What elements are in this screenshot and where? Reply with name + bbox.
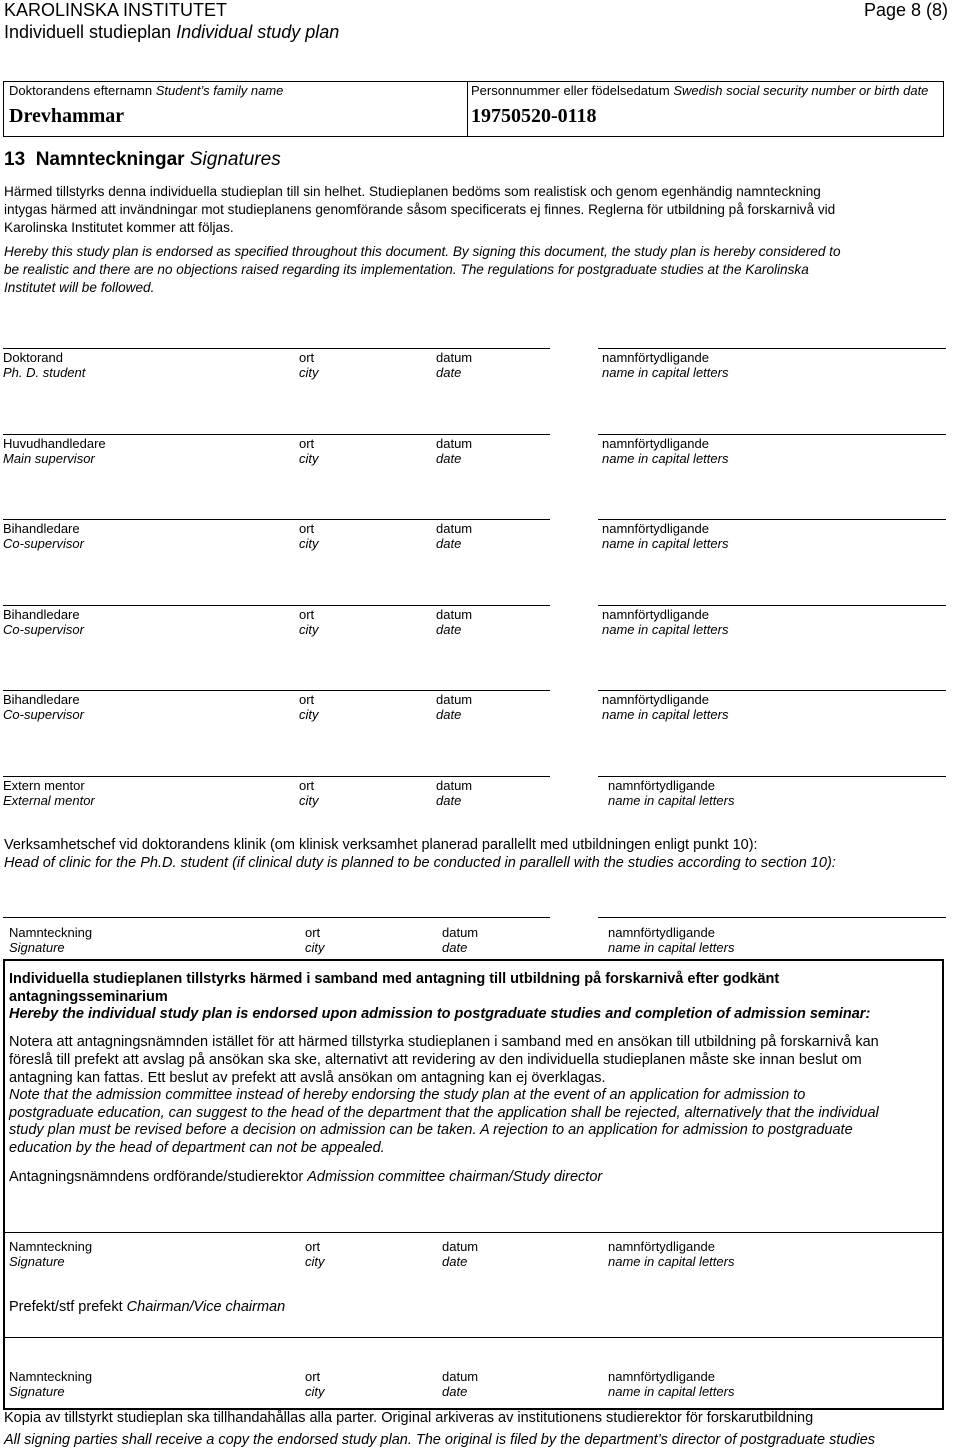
sig-role-en: Co-supervisor — [3, 707, 84, 722]
sig-role-en: Signature — [9, 1254, 65, 1269]
admission-inner-line-2 — [3, 1337, 944, 1338]
sig-name-label: namnförtydligande — [602, 350, 709, 365]
admission-heading-sv-2: antagningsseminarium — [9, 989, 168, 1005]
admission-note-en-1: Note that the admission committee instead of hereby endorsing the study plan at the event of an application for admission to — [9, 1087, 806, 1103]
sig-name-en-label: name in capital letters — [608, 940, 735, 955]
sig-city-label: city — [299, 536, 319, 551]
name-line — [598, 917, 946, 918]
sig-name-label: namnförtydligande — [602, 692, 709, 707]
pnr-value: 19750520-0118 — [471, 105, 597, 127]
sig-role-en: Ph. D. student — [3, 365, 86, 380]
footer-en: All signing parties shall receive a copy the endorsed study plan. The original is filed by the department’s director of postgraduate studies — [4, 1432, 876, 1448]
sig-city-label: city — [305, 1384, 325, 1399]
sig-role-sv: Doktorand — [3, 350, 63, 365]
admission-heading-en: Hereby the individual study plan is endorsed upon admission to postgraduate studies and completion of admission seminar: — [9, 1006, 871, 1022]
sig-role-sv: Namnteckning — [9, 925, 93, 940]
section-text-sv-1: Härmed tillstyrks denna individuella studieplan till sin helhet. Studieplanen bedöms som realistisk och genom egenhändig namnteckning — [4, 184, 821, 199]
sig-role-en: Co-supervisor — [3, 536, 84, 551]
sig-datum-label: datum — [442, 1369, 479, 1384]
sig-date-label: date — [442, 1384, 468, 1399]
sig-name-label: namnförtydligande — [608, 925, 715, 940]
sig-city-label: city — [299, 451, 319, 466]
admission-note-en-2: postgraduate education, can suggest to the head of the department that the application shall be rejected, alternatively that the individual — [9, 1105, 879, 1121]
admission-note-en-4: education by the head of department can not be appealed. — [9, 1140, 385, 1156]
sig-role-sv: Namnteckning — [9, 1369, 93, 1384]
sig-role-sv: Huvudhandledare — [3, 436, 106, 451]
sig-datum-label: datum — [436, 692, 473, 707]
sig-role-en: Signature — [9, 940, 65, 955]
sig-date-label: date — [436, 793, 462, 808]
sig-city-label: city — [299, 793, 319, 808]
name-line — [598, 434, 946, 435]
name-line — [598, 776, 946, 777]
sig-role-sv: Extern mentor — [3, 778, 85, 793]
sig-city-label: city — [299, 707, 319, 722]
signature-line — [3, 605, 550, 606]
sig-name-en-label: name in capital letters — [602, 622, 729, 637]
sig-date-label: date — [436, 622, 462, 637]
sig-city-label: city — [305, 940, 325, 955]
sig-ort-label: ort — [299, 607, 315, 622]
admission-inner-line — [3, 1232, 944, 1233]
pnr-label: Personnummer eller födelsedatum Swedish social security number or birth date — [471, 83, 929, 98]
sig-date-label: date — [436, 707, 462, 722]
sig-datum-label: datum — [436, 607, 473, 622]
sig-role-sv: Bihandledare — [3, 521, 80, 536]
sig-name-label: namnförtydligande — [608, 778, 715, 793]
signature-line — [3, 776, 550, 777]
sig-date-label: date — [442, 1254, 468, 1269]
sig-datum-label: datum — [436, 350, 473, 365]
sig-ort-label: ort — [299, 692, 315, 707]
sig-datum-label: datum — [442, 925, 479, 940]
family-name-label: Doktorandens efternamn Student’s family name — [9, 83, 284, 98]
clinic-text-sv: Verksamhetschef vid doktorandens klinik (om klinisk verksamhet planerad parallellt med utbildningen enligt punkt 10): — [4, 837, 758, 853]
admission-note-sv-1: Notera att antagningsnämnden istället för att härmed tillstyrka studieplanen i samband med en ansökan till utbildning på forskarnivå kan — [9, 1034, 879, 1050]
sig-datum-label: datum — [442, 1239, 479, 1254]
sig-datum-label: datum — [436, 436, 473, 451]
sig-role-sv: Bihandledare — [3, 692, 80, 707]
sig-ort-label: ort — [299, 436, 315, 451]
sig-date-label: date — [436, 451, 462, 466]
sig-city-label: city — [305, 1254, 325, 1269]
section-text-en-1: Hereby this study plan is endorsed as specified throughout this document. By signing this document, the study plan is hereby considered to — [4, 244, 841, 259]
sig-role-en: Signature — [9, 1384, 65, 1399]
name-line — [598, 519, 946, 520]
name-line — [598, 690, 946, 691]
admission-heading-sv-1: Individuella studieplanen tillstyrks härmed i samband med antagning till utbildning på forskarnivå efter godkänt — [9, 971, 780, 987]
footer-sv: Kopia av tillstyrkt studieplan ska tillhandahållas alla parter. Original arkiveras av institutionens studierektor för forskarutbildning — [4, 1410, 814, 1426]
admission-note-sv-3: antagning kan fattas. Ett beslut av prefekt att avslå ansökan om antagning kan ej överklagas. — [9, 1070, 606, 1086]
sig-name-en-label: name in capital letters — [602, 451, 729, 466]
sig-role-en: Main supervisor — [3, 451, 95, 466]
sig-date-label: date — [436, 536, 462, 551]
sig-city-label: city — [299, 365, 319, 380]
signature-line — [3, 519, 550, 520]
sig-name-en-label: name in capital letters — [602, 536, 729, 551]
sig-name-en-label: name in capital letters — [602, 365, 729, 380]
clinic-text-en: Head of clinic for the Ph.D. student (if clinical duty is planned to be conducted in parallell with the studies according to section 10): — [4, 855, 836, 871]
sig-name-label: namnförtydligande — [602, 436, 709, 451]
admission-chair-label: Antagningsnämndens ordförande/studierektor Admission committee chairman/Study director — [9, 1169, 603, 1185]
family-name-value: Drevhammar — [9, 105, 125, 127]
institution-name: KAROLINSKA INSTITUTET — [4, 0, 228, 20]
page-number: Page 8 (8) — [863, 0, 948, 20]
sig-name-en-label: name in capital letters — [608, 1254, 735, 1269]
sig-ort-label: ort — [305, 1239, 321, 1254]
section-text-sv-2: intygas härmed att invändningar mot studieplanens genomförande såsom specificerats ej finnes. Reglerna för utbildning på forskarnivå vid — [4, 202, 836, 217]
sig-ort-label: ort — [299, 350, 315, 365]
section-text-en-3: Institutet will be followed. — [4, 280, 155, 295]
sig-role-en: Co-supervisor — [3, 622, 84, 637]
sig-date-label: date — [442, 940, 468, 955]
sig-name-label: namnförtydligande — [608, 1239, 715, 1254]
sig-ort-label: ort — [299, 521, 315, 536]
sig-datum-label: datum — [436, 778, 473, 793]
sig-name-label: namnförtydligande — [602, 607, 709, 622]
admission-note-sv-2: föreslå till prefekt att avslag på ansökan ska ske, alternativt att revidering av den individuella studieplanen måste ske innan beslut om — [9, 1052, 862, 1068]
section-heading: 13 Namnteckningar Signatures — [4, 149, 281, 170]
name-line — [598, 348, 946, 349]
prefekt-label: Prefekt/stf prefekt Chairman/Vice chairman — [9, 1299, 286, 1315]
sig-role-en: External mentor — [3, 793, 95, 808]
sig-ort-label: ort — [305, 925, 321, 940]
signature-line — [3, 434, 550, 435]
sig-name-label: namnförtydligande — [602, 521, 709, 536]
section-text-sv-3: Karolinska Institutet kommer att följas. — [4, 220, 234, 235]
admission-note-en-3: study plan must be revised before a decision on admission can be taken. A rejection to an application for admission to postgraduate — [9, 1122, 853, 1138]
student-box-divider — [467, 81, 468, 137]
sig-city-label: city — [299, 622, 319, 637]
sig-date-label: date — [436, 365, 462, 380]
section-text-en-2: be realistic and there are no objections raised regarding its implementation. The regulations for postgraduate studies at the Karolinska — [4, 262, 809, 277]
name-line — [598, 605, 946, 606]
sig-ort-label: ort — [299, 778, 315, 793]
sig-role-sv: Bihandledare — [3, 607, 80, 622]
signature-line — [3, 690, 550, 691]
signature-line — [3, 917, 550, 918]
sig-name-en-label: name in capital letters — [608, 793, 735, 808]
sig-datum-label: datum — [436, 521, 473, 536]
sig-ort-label: ort — [305, 1369, 321, 1384]
sig-name-label: namnförtydligande — [608, 1369, 715, 1384]
document-title: Individuell studieplan Individual study plan — [4, 22, 340, 42]
signature-line — [3, 348, 550, 349]
sig-name-en-label: name in capital letters — [608, 1384, 735, 1399]
sig-role-sv: Namnteckning — [9, 1239, 93, 1254]
sig-name-en-label: name in capital letters — [602, 707, 729, 722]
